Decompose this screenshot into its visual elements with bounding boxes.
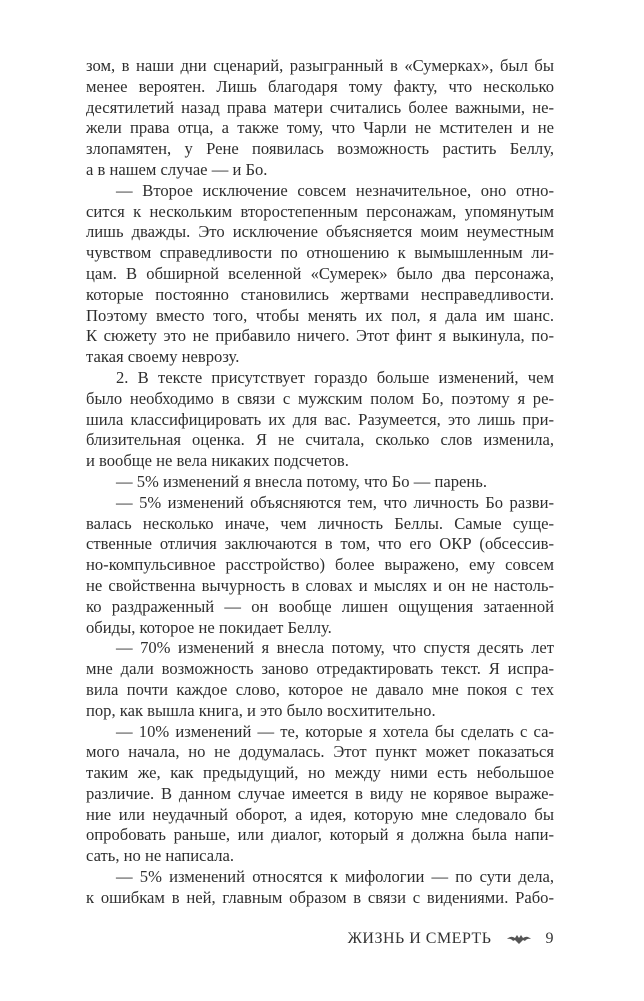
text-line: жели права отца, а также тому, что Чарли не мстителен и не: [86, 118, 554, 138]
text-line: ние или неудачный оборот, а идея, которую мне следовало бы: [86, 804, 554, 824]
text-line: — Второе исключение совсем незначительное, оно отно-: [116, 180, 554, 200]
paragraph: [86, 867, 554, 909]
paragraph: [86, 181, 554, 368]
text-line: десятилетий назад права матери считались более важными, не-: [86, 97, 554, 117]
page-footer: [348, 930, 554, 948]
running-title: ЖИЗНЬ И СМЕРТЬ: [347, 930, 492, 947]
text-line: чувством справедливости по отношению к вымышленным ли-: [86, 243, 554, 263]
text-line: валась несколько иначе, чем личность Беллы. Самые суще-: [86, 513, 554, 533]
text-line: 2. В тексте присутствует гораздо больше изменений, чем: [116, 367, 554, 387]
text-line: и вообще не вела никаких подсчетов.: [86, 451, 349, 471]
text-line: но-компульсивное расстройство) более выражено, ему совсем: [86, 555, 554, 575]
paragraph: [86, 493, 554, 639]
paragraph: [86, 368, 554, 472]
text-line: мне дали возможность заново отредактировать текст. Я испра-: [86, 659, 554, 679]
text-line: шила классифицировать их для вас. Разумеется, это лишь при-: [86, 409, 554, 429]
text-line: вила почти каждое слово, которое не давало мне покоя с тех: [86, 679, 554, 699]
text-line: — 5% изменений относятся к мифологии — по сути дела,: [116, 867, 554, 887]
text-line: менее вероятен. Лишь благодаря тому факту, что несколько: [86, 76, 554, 96]
text-line: К сюжету это не прибавило ничего. Этот финт я выкинула, по-: [86, 326, 554, 346]
bat-ornament-icon: [506, 933, 532, 945]
text-line: обиды, которое не покидает Беллу.: [86, 617, 332, 637]
text-line: мого начала, но не додумалась. Этот пункт может показаться: [86, 742, 554, 762]
paragraph: [86, 472, 554, 493]
page-body-text: [86, 56, 554, 909]
text-line: — 5% изменений я внесла потому, что Бо — парень.: [116, 471, 487, 491]
text-line: злопамятен, у Рене появилась возможность растить Беллу,: [86, 139, 554, 159]
text-line: которые постоянно становились жертвами несправедливости.: [86, 284, 554, 304]
text-line: а в нашем случае — и Бо.: [86, 159, 268, 179]
text-line: лишь дважды. Это исключение объясняется моим неуместным: [86, 222, 554, 242]
text-line: было необходимо в связи с мужским полом Бо, поэтому я ре-: [86, 388, 554, 408]
paragraph: [86, 638, 554, 721]
text-line: зом, в наши дни сценарий, разыгранный в «Сумерках», был бы: [86, 56, 554, 75]
text-line: пор, как вышла книга, и это было восхитительно.: [86, 700, 436, 720]
text-line: такая своему неврозу.: [86, 347, 240, 367]
text-line: цам. В обширной вселенной «Сумерек» было два персонажа,: [86, 263, 554, 283]
page-number: 9: [545, 930, 554, 947]
text-line: Поэтому вместо того, чтобы менять их пол, я дала им шанс.: [86, 305, 554, 325]
text-line: сится к нескольким второстепенным персонажам, упомянутым: [86, 201, 554, 221]
paragraph: [86, 722, 554, 868]
text-line: — 5% изменений объясняются тем, что личность Бо разви-: [116, 492, 554, 512]
text-line: различие. В данном случае имеется в виду не корявое выраже-: [86, 783, 554, 803]
text-line: ственные отличия заключаются в том, что его ОКР (обсессив-: [86, 534, 554, 554]
text-line: — 70% изменений я внесла потому, что спустя десять лет: [116, 638, 554, 658]
text-line: не свойственна вычурность в словах и мыслях и он не настоль-: [86, 575, 554, 595]
text-line: к ошибкам в ней, главным образом в связи с видениями. Рабо-: [86, 887, 554, 907]
text-line: — 10% изменений — те, которые я хотела бы сделать с са-: [116, 721, 554, 741]
text-line: сать, но не написала.: [86, 846, 234, 866]
text-line: таким же, как предыдущий, но между ними есть небольшое: [86, 763, 554, 783]
text-line: близительная оценка. Я не считала, сколько слов изменила,: [86, 430, 554, 450]
text-line: ко раздраженный — он вообще лишен ощущения затаенной: [86, 596, 554, 616]
text-line: опробовать раньше, или диалог, который я должна была напи-: [86, 825, 554, 845]
paragraph: [86, 56, 554, 181]
